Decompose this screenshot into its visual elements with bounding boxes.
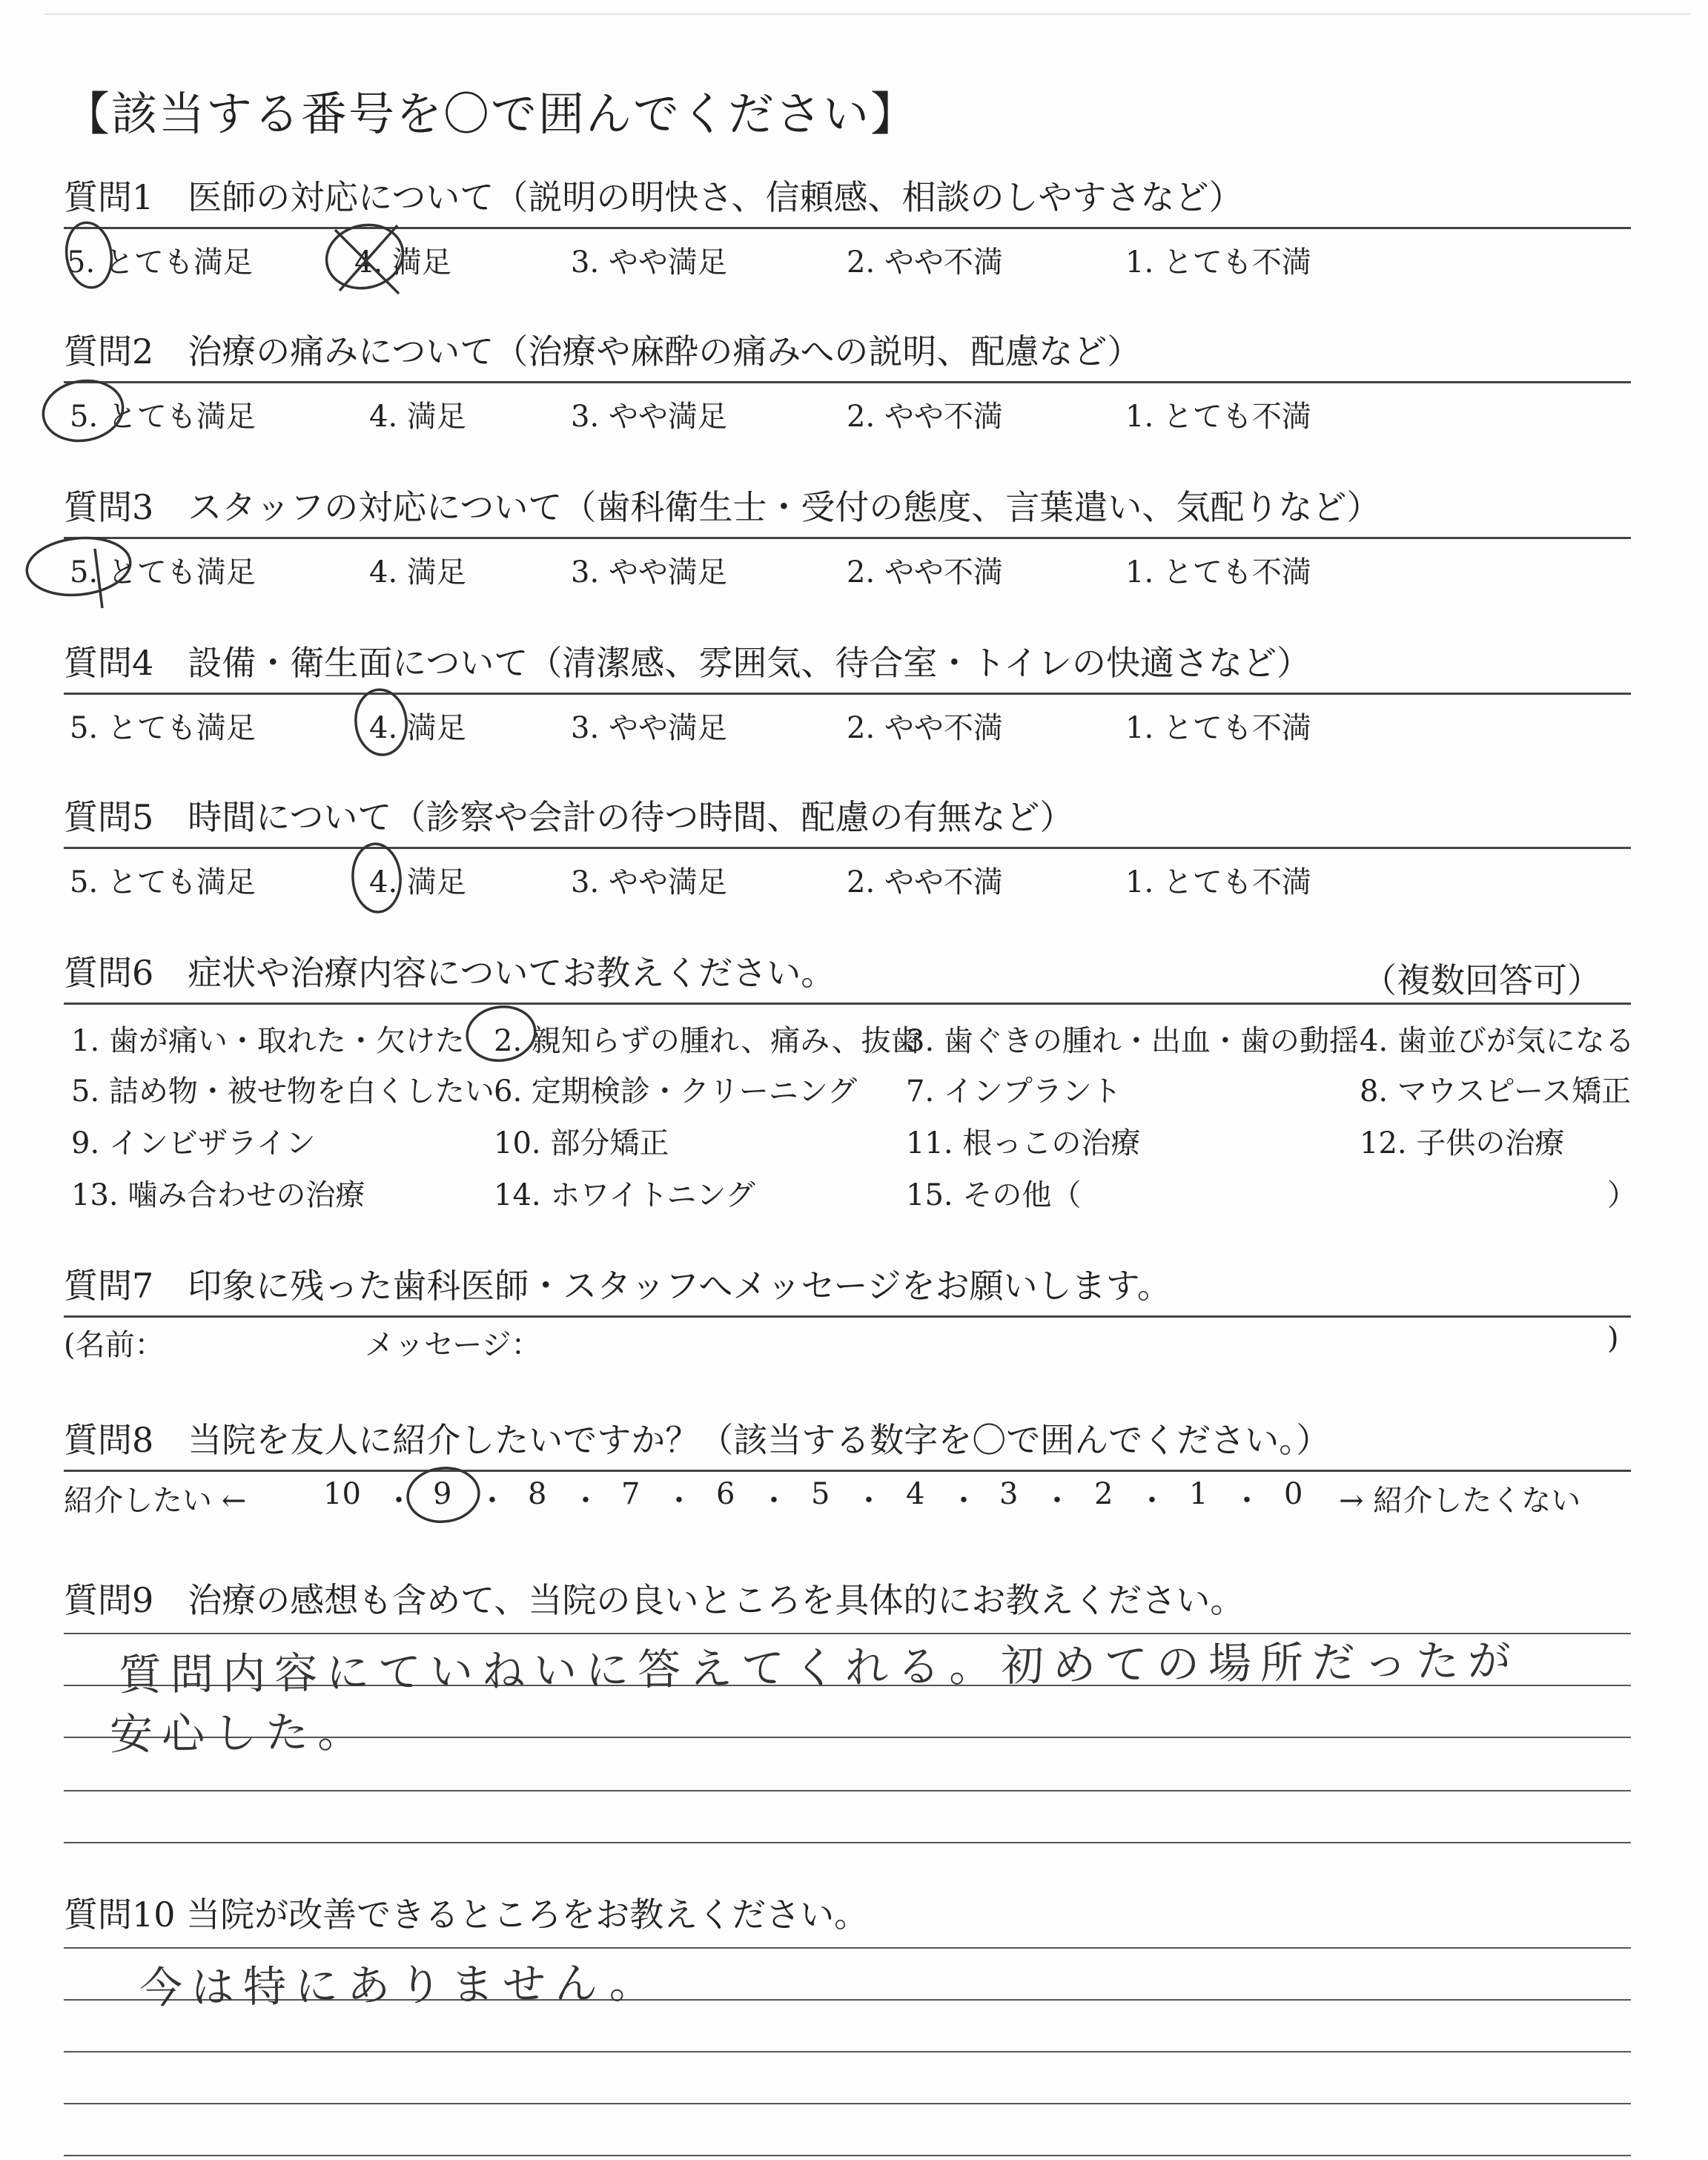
answer-line [64,2103,1631,2104]
scale-separator: ・ [1042,1484,1072,1518]
recommend-left-label: 紹介したい ← [64,1484,247,1518]
checkbox-option-4[interactable]: 4. 歯並びが気になる [1360,1024,1635,1058]
recommend-right-label: → 紹介したくない [1339,1484,1581,1518]
question-rule [64,537,1631,539]
question-title: 質問7 印象に残った歯科医師・スタッフへメッセージをお願いします。 [64,1266,1171,1306]
multiple-answers-note: （複数回答可） [1363,960,1601,1000]
question-7 [64,1265,1635,1307]
question-8 [64,1419,1635,1461]
option-4[interactable]: 4. 満足 [369,711,466,745]
option-2[interactable]: 2. やや不満 [847,400,1003,434]
top-border [44,13,1690,15]
message-close-paren: ) [1607,1321,1619,1355]
question-title: 質問1 医師の対応について（説明の明快さ、信頼感、相談のしやすさなど） [64,177,1243,217]
scale-9[interactable]: 9 [433,1477,452,1511]
checkbox-option-2[interactable]: 2. 親知らずの腫れ、痛み、抜歯 [494,1024,921,1058]
scale-8[interactable]: 8 [528,1477,547,1511]
question-rule [64,1003,1631,1005]
option-5[interactable]: 5. とても満足 [70,865,256,899]
question-10 [64,1894,1635,1935]
checkbox-option-7[interactable]: 7. インプラント [906,1074,1122,1109]
scale-2[interactable]: 2 [1094,1477,1113,1511]
option-5[interactable]: 5. とても満足 [70,555,256,589]
option-1[interactable]: 1. とても不満 [1125,245,1311,280]
checkbox-option-10[interactable]: 10. 部分矯正 [494,1126,669,1160]
question-5 [64,796,1635,838]
handwritten-answer-line-2: 安心した。 [109,1706,370,1760]
option-1[interactable]: 1. とても不満 [1125,711,1311,745]
option-2[interactable]: 2. やや不満 [847,245,1003,280]
message-label: メッセージ： [365,1328,541,1362]
question-rule [64,381,1631,383]
question-rule [64,847,1631,849]
question-title: 質問4 設備・衛生面について（清潔感、雰囲気、待合室・トイレの快適さなど） [64,643,1311,683]
scale-10[interactable]: 10 [323,1477,361,1511]
scale-separator: ・ [854,1484,884,1518]
question-title: 質問2 治療の痛みについて（治療や麻酔の痛みへの説明、配慮など） [64,331,1142,371]
question-title: 質問5 時間について（診察や会計の待つ時間、配慮の有無など） [64,797,1074,837]
scale-separator: ・ [384,1484,414,1518]
name-label: (名前： [64,1328,165,1362]
question-rule [64,1470,1631,1472]
option-4[interactable]: 4. 満足 [369,865,466,899]
option-2[interactable]: 2. やや不満 [847,865,1003,899]
answer-line [64,2051,1631,2052]
checkbox-option-13[interactable]: 13. 噛み合わせの治療 [71,1178,365,1212]
other-close-paren: ） [1607,1178,1637,1212]
question-2 [64,331,1635,372]
option-3[interactable]: 3. やや満足 [571,711,727,745]
scale-4[interactable]: 4 [906,1477,925,1511]
question-title: 質問6 症状や治療内容についてお教えください。 [64,953,835,993]
answer-line [64,1790,1631,1791]
option-3[interactable]: 3. やや満足 [571,865,727,899]
option-4[interactable]: 4. 満足 [369,400,466,434]
question-9 [64,1579,1635,1621]
question-title: 質問9 治療の感想も含めて、当院の良いところを具体的にお教えください。 [64,1580,1245,1620]
option-3[interactable]: 3. やや満足 [571,555,727,589]
option-4[interactable]: 4. 満足 [369,555,466,589]
checkbox-option-1[interactable]: 1. 歯が痛い・取れた・欠けた [71,1024,465,1058]
checkbox-option-12[interactable]: 12. 子供の治療 [1360,1126,1565,1160]
question-title: 質問10 当院が改善できるところをお教えください。 [64,1895,869,1935]
scale-1[interactable]: 1 [1189,1477,1208,1511]
option-2[interactable]: 2. やや不満 [847,711,1003,745]
answer-line [64,1842,1631,1843]
question-rule [64,227,1631,229]
scale-3[interactable]: 3 [999,1477,1019,1511]
question-rule [64,693,1631,695]
scale-separator: ・ [949,1484,979,1518]
checkbox-option-14[interactable]: 14. ホワイトニング [494,1178,755,1212]
page-title: 【該当する番号を〇で囲んでください】 [64,87,918,141]
option-3[interactable]: 3. やや満足 [571,400,727,434]
option-5[interactable]: 5. とても満足 [70,711,256,745]
checkbox-option-6[interactable]: 6. 定期検診・クリーニング [494,1074,858,1109]
option-1[interactable]: 1. とても不満 [1125,400,1311,434]
scale-0[interactable]: 0 [1284,1477,1303,1511]
checkbox-option-5[interactable]: 5. 詰め物・被せ物を白くしたい [71,1074,494,1109]
option-2[interactable]: 2. やや不満 [847,555,1003,589]
question-title: 質問8 当院を友人に紹介したいですか？（該当する数字を〇で囲んでください。） [64,1420,1331,1460]
option-4[interactable]: 4. 満足 [354,245,451,280]
checkbox-option-9[interactable]: 9. インビザライン [71,1126,316,1160]
scale-7[interactable]: 7 [621,1477,640,1511]
answer-line [64,1947,1631,1949]
scale-separator: ・ [759,1484,789,1518]
handwritten-answer-line-1: 今は特にありません。 [139,1957,661,2013]
question-title: 質問3 スタッフの対応について（歯科衛生士・受付の態度、言葉遣い、気配りなど） [64,487,1381,527]
checkbox-option-15[interactable]: 15. その他（ [906,1178,1082,1212]
scale-separator: ・ [1137,1484,1167,1518]
option-1[interactable]: 1. とても不満 [1125,865,1311,899]
checkbox-option-11[interactable]: 11. 根っこの治療 [906,1126,1141,1160]
answer-line [64,2155,1631,2156]
scale-separator: ・ [477,1484,507,1518]
option-5[interactable]: 5. とても満足 [67,245,253,280]
question-1 [64,176,1635,218]
scale-separator: ・ [1232,1484,1262,1518]
scale-separator: ・ [571,1484,600,1518]
scale-5[interactable]: 5 [811,1477,830,1511]
question-4 [64,642,1635,684]
question-rule [64,1315,1631,1318]
checkbox-option-8[interactable]: 8. マウスピース矯正 [1360,1074,1632,1109]
option-3[interactable]: 3. やや満足 [571,245,727,280]
option-5[interactable]: 5. とても満足 [70,400,256,434]
handwritten-answer-line-1: 質問内容にていねいに答えてくれる。初めての場所だったが [118,1635,1520,1700]
checkbox-option-3[interactable]: 3. 歯ぐきの腫れ・出血・歯の動揺 [906,1024,1359,1058]
question-3 [64,486,1635,528]
scale-6[interactable]: 6 [716,1477,735,1511]
scale-separator: ・ [664,1484,694,1518]
option-1[interactable]: 1. とても不満 [1125,555,1311,589]
